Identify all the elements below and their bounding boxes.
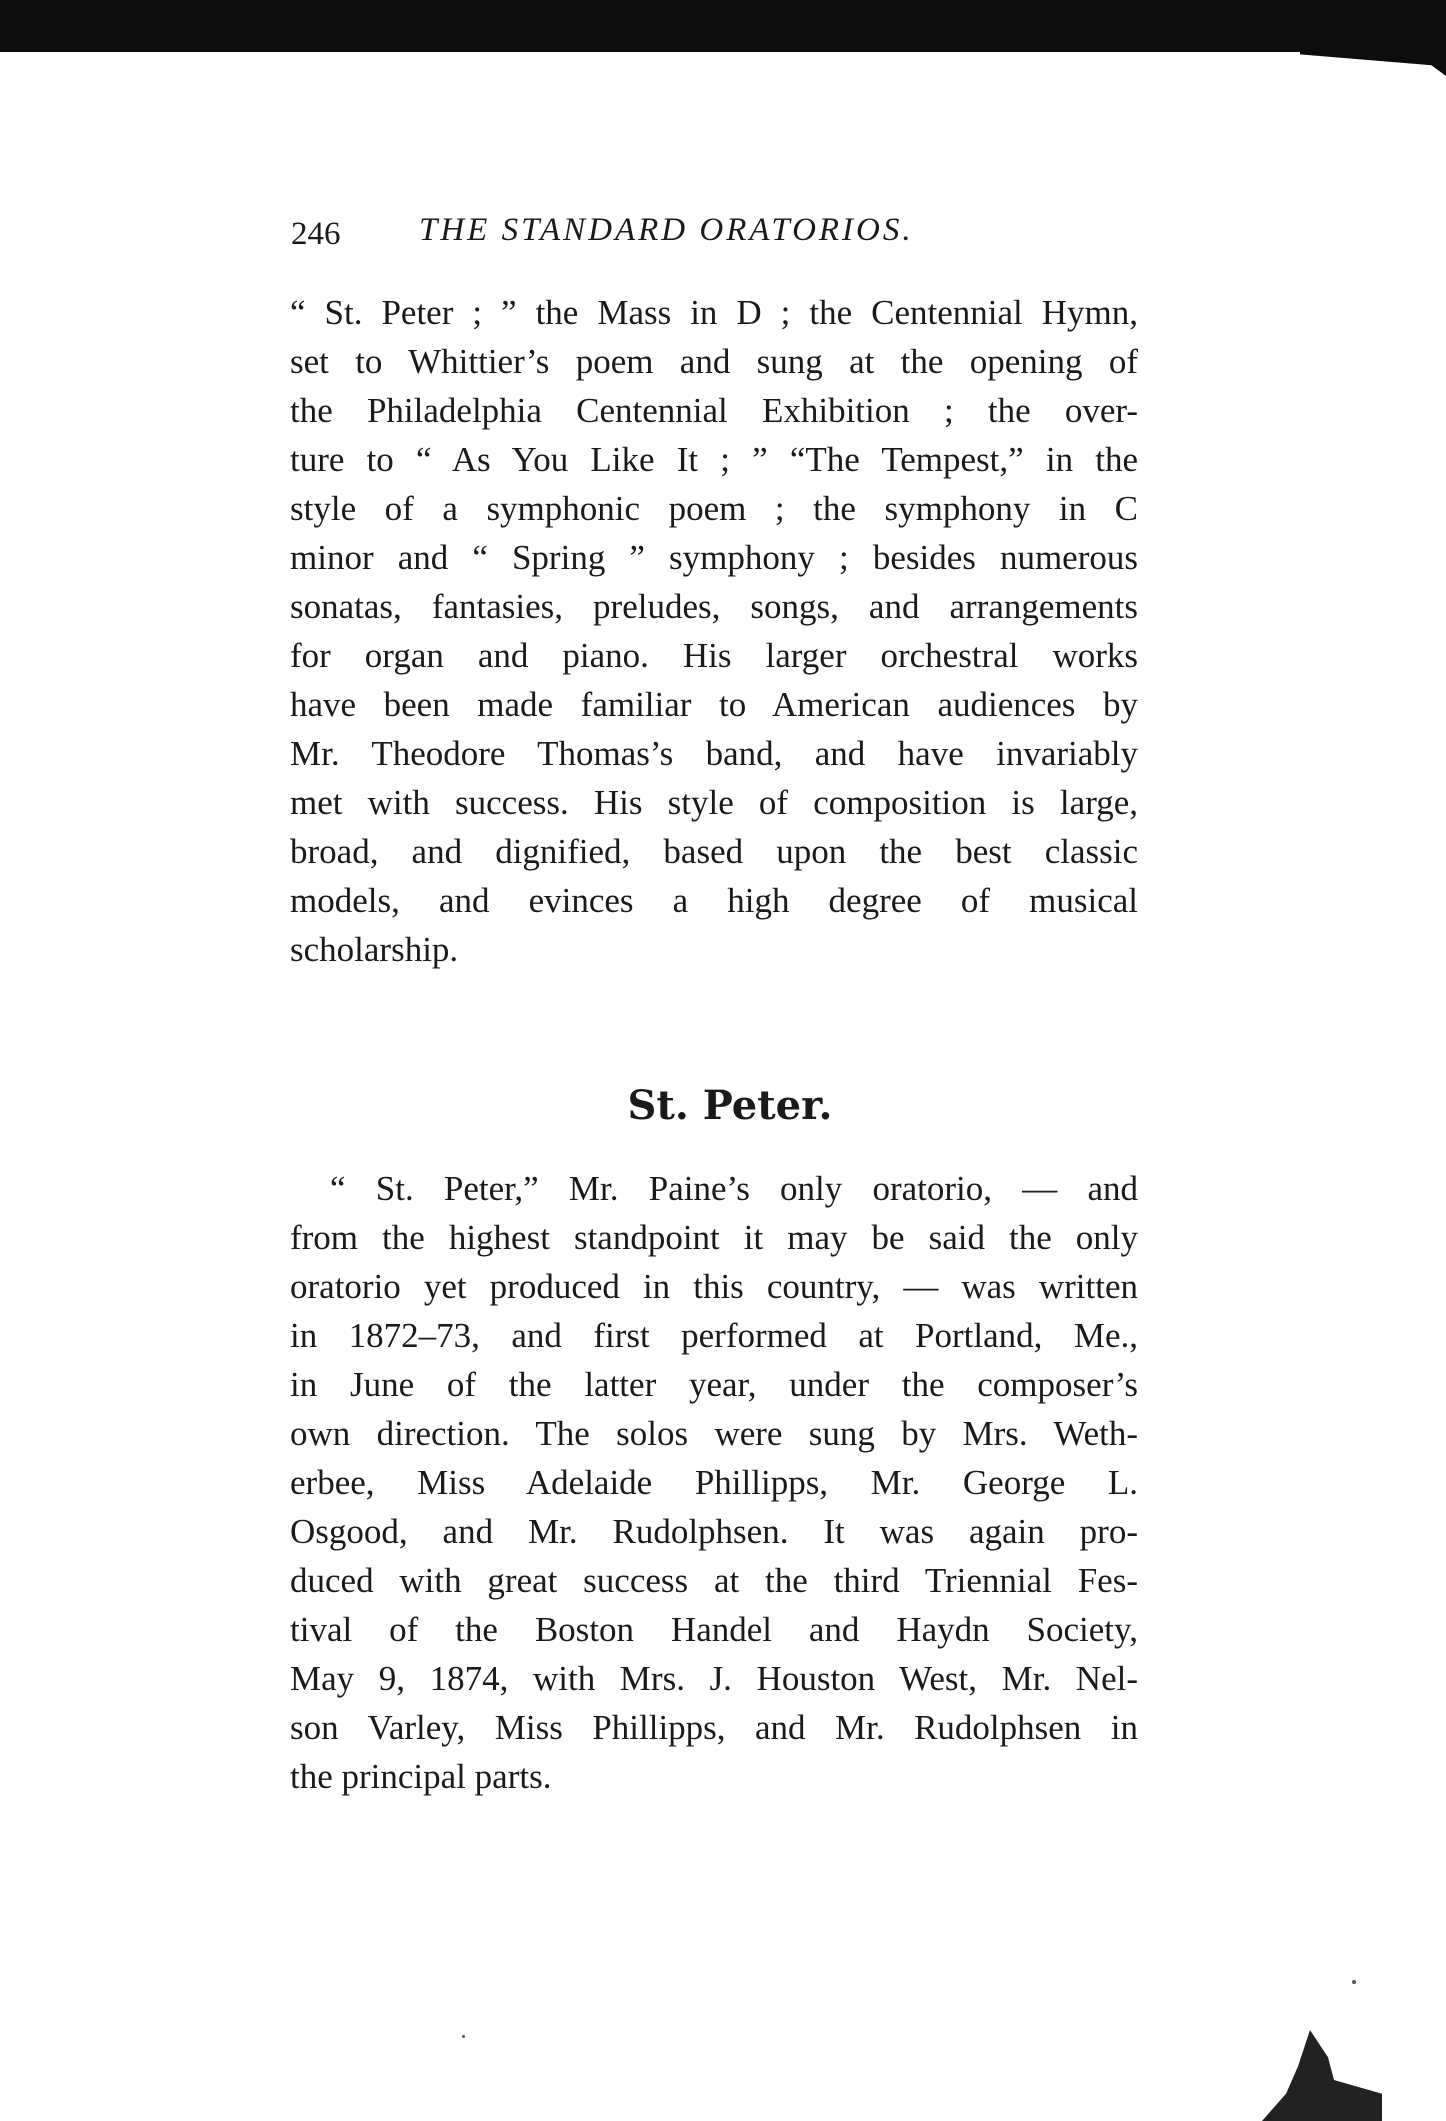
scan-speck [1352,1980,1356,1984]
text-line: “ St. Peter,” Mr. Paine’s only oratorio, — and [330,1169,1138,1208]
text-line: scholarship. [290,930,459,969]
text-line: son Varley, Miss Phillipps, and Mr. Rudolphsen in [290,1708,1138,1747]
paragraph-st-peter [290,1164,1138,1801]
text-line: erbee, Miss Adelaide Phillipps, Mr. George L. [290,1463,1138,1502]
text-line: ture to “ As You Like It ; ” “The Tempest,” in the [290,440,1138,479]
text-line: the Philadelphia Centennial Exhibition ; the over- [290,391,1138,430]
text-line: in 1872–73, and first performed at Portland, Me., [290,1316,1138,1355]
text-line: minor and “ Spring ” symphony ; besides numerous [290,538,1138,577]
text-line: set to Whittier’s poem and sung at the opening of [290,342,1138,381]
text-line: Mr. Theodore Thomas’s band, and have invariably [290,734,1138,773]
page-number: 246 [291,216,341,252]
text-line: have been made familiar to American audiences by [290,685,1138,724]
scan-speck [462,2035,465,2038]
scan-corner-smudge [1262,2030,1382,2121]
running-title: THE STANDARD ORATORIOS. [419,212,914,248]
text-line: models, and evinces a high degree of musical [290,881,1138,920]
text-line: Osgood, and Mr. Rudolphsen. It was again pro- [290,1512,1138,1551]
text-line: duced with great success at the third Triennial Fes- [290,1561,1138,1600]
text-line: own direction. The solos were sung by Mrs. Weth- [290,1414,1138,1453]
section-heading: St. Peter. [627,1082,833,1129]
text-line: the principal parts. [290,1757,552,1796]
text-line: May 9, 1874, with Mrs. J. Houston West, Mr. Nel- [290,1659,1138,1698]
text-line: for organ and piano. His larger orchestral works [290,636,1138,675]
text-line: tival of the Boston Handel and Haydn Society, [290,1610,1138,1649]
scan-top-border-edge [1300,40,1446,76]
text-line: style of a symphonic poem ; the symphony in C [290,489,1138,528]
paragraph-intro [290,288,1138,974]
text-line: “ St. Peter ; ” the Mass in D ; the Centennial Hymn, [290,293,1138,332]
text-line: oratorio yet produced in this country, — was written [290,1267,1138,1306]
text-line: in June of the latter year, under the composer’s [290,1365,1138,1404]
text-line: broad, and dignified, based upon the best classic [290,832,1138,871]
text-line: from the highest standpoint it may be said the only [290,1218,1138,1257]
text-line: met with success. His style of composition is large, [290,783,1138,822]
running-head [291,205,1191,255]
scan-top-border [0,0,1446,52]
text-line: sonatas, fantasies, preludes, songs, and arrangements [290,587,1138,626]
